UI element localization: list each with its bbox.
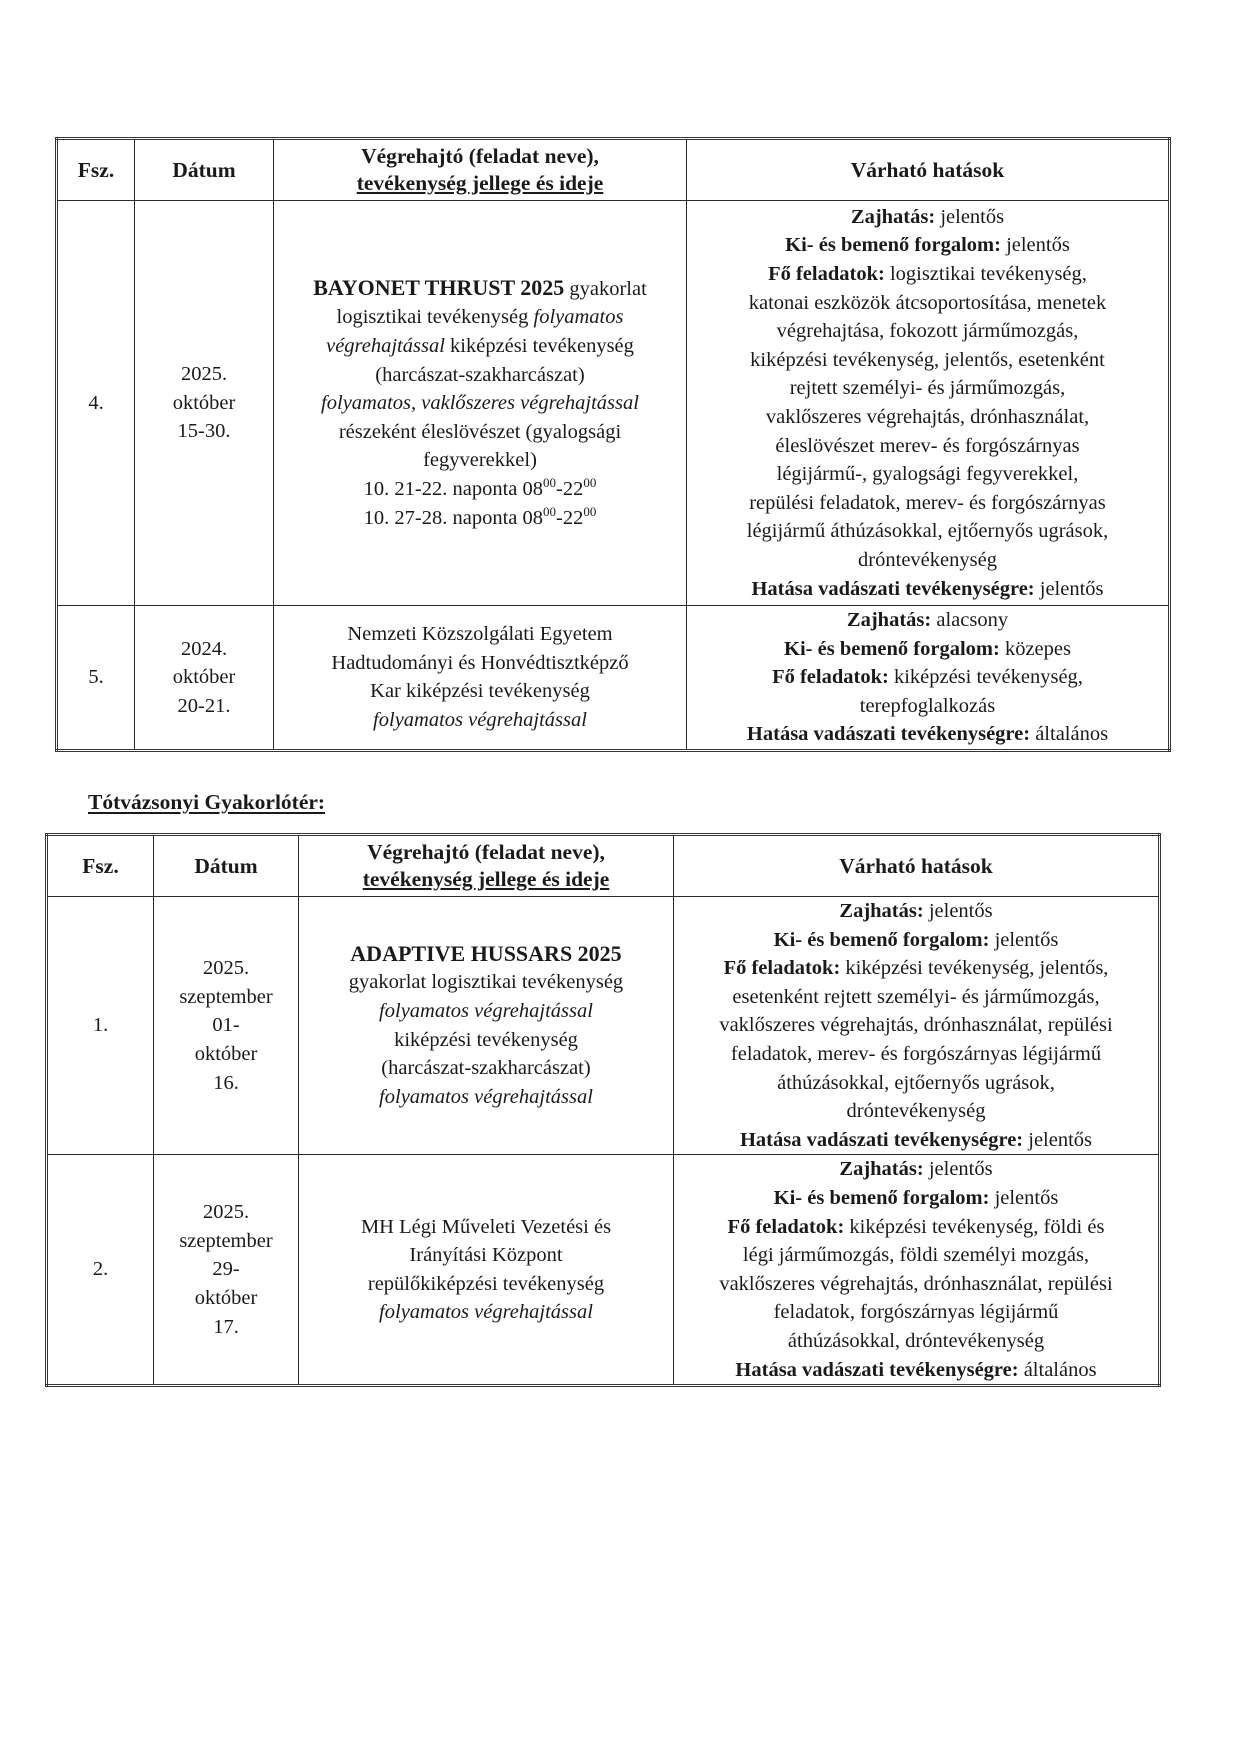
main-tasks-line: légijármű áthúzásokkal, ejtőernyős ugrások, — [746, 520, 1109, 543]
hunting-value: jelentős — [1028, 1128, 1093, 1151]
date-line: október — [172, 391, 236, 414]
traffic-effect — [691, 635, 1164, 664]
header-executor — [274, 139, 687, 201]
header-effects: Várható hatások — [674, 835, 1160, 897]
main-tasks-line: áthúzásokkal, ejtőernyős ugrások, — [777, 1071, 1055, 1094]
schedule-text: -22 — [556, 506, 584, 529]
hunting-effect — [678, 1126, 1154, 1155]
date-line: október — [194, 1287, 258, 1310]
main-tasks-line: kiképzési tevékenység, jelentős, esetenként — [750, 348, 1105, 371]
cell-date — [135, 201, 274, 606]
cell-date — [135, 606, 274, 751]
date-line: 2025. — [180, 363, 228, 386]
schedule-text: 10. 21-22. naponta 08 — [363, 477, 544, 500]
cell-effects — [687, 201, 1170, 606]
date-line: szeptember — [179, 985, 273, 1008]
main-tasks-line: légi járműmozgás, földi személyi mozgás, — [742, 1244, 1090, 1267]
date-line: 15-30. — [177, 420, 231, 443]
schedule-sup: 00 — [583, 474, 597, 490]
executor-line: kiképzési tevékenység — [394, 1028, 578, 1051]
noise-effect — [691, 606, 1164, 635]
noise-value: jelentős — [928, 1158, 993, 1181]
executor-line — [278, 274, 682, 304]
main-tasks-line: dróntevékenység — [846, 1100, 986, 1123]
schedule-line — [278, 504, 682, 533]
hunting-effect — [678, 1356, 1154, 1385]
main-tasks-text: logisztikai tevékenység, — [889, 263, 1087, 286]
executor-italic: végrehajtással — [326, 335, 445, 358]
executor-line: (harcászat-szakharcászat) — [375, 363, 585, 386]
main-tasks-line: esetenként rejtett személyi- és járműmozgás, — [732, 985, 1100, 1008]
noise-value: alacsony — [936, 609, 1009, 631]
header-executor — [299, 835, 674, 897]
schedule-line — [278, 475, 682, 504]
date-line: 16. — [213, 1071, 239, 1094]
noise-label: Zajhatás: — [839, 1158, 924, 1181]
hunting-effect — [691, 575, 1164, 604]
executor-line: fegyverekkel) — [423, 449, 537, 472]
noise-value: jelentős — [940, 205, 1005, 228]
cell-fsz: 2. — [47, 1155, 154, 1386]
executor-text: gyakorlat — [564, 277, 647, 300]
hunting-label: Hatása vadászati tevékenységre: — [739, 1128, 1024, 1151]
executor-line: Irányítási Központ — [409, 1244, 563, 1267]
main-tasks-line: feladatok, merev- és forgószárnyas légijármű — [730, 1042, 1102, 1065]
main-tasks-text: kiképzési tevékenység, jelentős, — [845, 957, 1109, 980]
main-tasks-line: éleslövészet merev- és forgószárnyas — [775, 434, 1080, 457]
executor-line: részeként éleslövészet (gyalogsági — [338, 420, 622, 443]
traffic-label: Ki- és bemenő forgalom: — [784, 637, 1000, 660]
exercise-name: BAYONET THRUST 2025 — [313, 274, 565, 300]
main-tasks-line: áthúzásokkal, dróntevékenység — [787, 1329, 1045, 1352]
traffic-effect — [678, 926, 1154, 955]
hunting-value: jelentős — [1039, 577, 1104, 600]
main-tasks-line: repülési feladatok, merev- és forgószárnyas — [749, 491, 1106, 514]
date-line: 01- — [212, 1014, 240, 1037]
executor-line: Kar kiképzési tevékenység — [370, 680, 590, 703]
executor-text: kiképzési tevékenység — [444, 335, 634, 358]
noise-effect — [691, 203, 1164, 232]
main-tasks-text: kiképzési tevékenység, földi és — [849, 1215, 1105, 1238]
schedule-sup: 00 — [583, 503, 597, 519]
main-tasks-line: feladatok, forgószárnyas légijármű — [773, 1301, 1059, 1324]
exercise-name: ADAPTIVE HUSSARS 2025 — [350, 940, 622, 966]
cell-effects — [687, 606, 1170, 751]
cell-effects — [674, 897, 1160, 1155]
noise-label: Zajhatás: — [846, 609, 932, 631]
cell-executor — [274, 201, 687, 606]
executor-line — [278, 332, 682, 361]
date-line: 2025. — [202, 1201, 250, 1224]
table-row — [57, 201, 1170, 606]
traffic-label: Ki- és bemenő forgalom: — [773, 1186, 990, 1209]
header-executor-line2: tevékenység jellege és ideje — [356, 171, 604, 195]
header-fsz: Fsz. — [47, 835, 154, 897]
schedule-sup: 00 — [543, 503, 557, 519]
hunting-label: Hatása vadászati tevékenységre: — [746, 723, 1031, 746]
cell-date — [154, 897, 299, 1155]
traffic-value: jelentős — [994, 1186, 1059, 1209]
schedule-text: 10. 27-28. naponta 08 — [363, 506, 544, 529]
main-tasks-line — [678, 954, 1154, 983]
main-tasks-line: rejtett személyi- és járműmozgás, — [789, 377, 1066, 400]
cell-date — [154, 1155, 299, 1386]
table-row — [47, 1155, 1160, 1386]
date-line: 17. — [213, 1315, 239, 1338]
main-tasks-line: katonai eszközök átcsoportosítása, menetek — [748, 291, 1107, 314]
executor-italic: folyamatos — [533, 306, 624, 329]
main-tasks-line: terepfoglalkozás — [859, 694, 996, 717]
traffic-effect — [678, 1184, 1154, 1213]
executor-italic-line: folyamatos végrehajtással — [379, 1301, 593, 1324]
noise-effect — [678, 1155, 1154, 1184]
main-tasks-line: dróntevékenység — [858, 548, 997, 571]
noise-effect — [678, 897, 1154, 926]
cell-executor — [299, 1155, 674, 1386]
table-header-row — [47, 835, 1160, 897]
main-tasks-label: Fő feladatok: — [727, 1215, 845, 1238]
table-header-row — [57, 139, 1170, 201]
hunting-label: Hatása vadászati tevékenységre: — [735, 1358, 1019, 1381]
date-line: 29- — [212, 1258, 240, 1281]
table-row — [47, 897, 1160, 1155]
schedule-text: -22 — [556, 477, 584, 500]
main-tasks-line: vaklőszeres végrehajtás, drónhasználat, — [765, 406, 1090, 428]
executor-italic-line: folyamatos végrehajtással — [379, 1085, 593, 1108]
table-row — [57, 606, 1170, 751]
header-effects: Várható hatások — [687, 139, 1170, 201]
noise-label: Zajhatás: — [850, 205, 936, 228]
cell-fsz: 1. — [47, 897, 154, 1155]
hunting-effect — [691, 720, 1164, 749]
main-tasks-line: vaklőszeres végrehajtás, drónhasználat, repülési — [719, 1272, 1113, 1295]
main-tasks-line: légijármű-, gyalogsági fegyverekkel, — [776, 463, 1079, 486]
header-date: Dátum — [135, 139, 274, 201]
traffic-value: közepes — [1004, 637, 1071, 660]
traffic-value: jelentős — [994, 928, 1059, 951]
executor-italic-line: folyamatos, vaklőszeres végrehajtással — [321, 392, 639, 415]
header-executor-line1: Végrehajtó (feladat neve), — [367, 840, 605, 864]
schedule-sup: 00 — [543, 474, 557, 490]
schedule-table-1 — [55, 137, 1171, 752]
executor-italic-line: folyamatos végrehajtással — [379, 1000, 593, 1023]
header-fsz: Fsz. — [57, 139, 135, 201]
traffic-effect — [691, 231, 1164, 260]
main-tasks-text: kiképzési tevékenység, — [893, 666, 1083, 689]
cell-fsz: 5. — [57, 606, 135, 751]
executor-line: Hadtudományi és Honvédtisztképző — [331, 651, 629, 674]
cell-executor — [274, 606, 687, 751]
main-tasks-label: Fő feladatok: — [772, 666, 889, 689]
main-tasks-line: vaklőszeres végrehajtás, drónhasználat, repülési — [719, 1014, 1113, 1037]
date-line: 2024. — [180, 637, 228, 660]
executor-line — [278, 303, 682, 332]
date-line: 2025. — [202, 957, 250, 980]
executor-text: logisztikai tevékenység — [336, 306, 534, 329]
executor-line: gyakorlat logisztikai tevékenység — [348, 971, 624, 994]
executor-italic-line: folyamatos végrehajtással — [373, 709, 587, 732]
section-title: Tótvázsonyi Gyakorlótér: — [88, 790, 326, 814]
hunting-label: Hatása vadászati tevékenységre: — [751, 577, 1035, 600]
executor-line: (harcászat-szakharcászat) — [381, 1057, 591, 1080]
header-date: Dátum — [154, 835, 299, 897]
header-executor-line1: Végrehajtó (feladat neve), — [361, 144, 599, 168]
cell-fsz: 4. — [57, 201, 135, 606]
noise-value: jelentős — [928, 900, 993, 922]
hunting-value: általános — [1035, 723, 1109, 746]
main-tasks-line — [691, 663, 1164, 692]
main-tasks-label: Fő feladatok: — [723, 957, 841, 980]
executor-line: Nemzeti Közszolgálati Egyetem — [347, 623, 613, 646]
date-line: 20-21. — [177, 694, 231, 717]
executor-line: MH Légi Műveleti Vezetési és — [360, 1215, 612, 1238]
main-tasks-line — [691, 260, 1164, 289]
hunting-value: általános — [1023, 1358, 1097, 1381]
date-line: október — [194, 1042, 258, 1065]
traffic-value: jelentős — [1006, 234, 1070, 257]
date-line: október — [172, 666, 236, 689]
noise-label: Zajhatás: — [839, 900, 924, 922]
main-tasks-line: végrehajtása, fokozott járműmozgás, — [776, 320, 1079, 343]
main-tasks-label: Fő feladatok: — [768, 263, 885, 286]
header-executor-line2: tevékenység jellege és ideje — [362, 867, 610, 891]
executor-line: repülőkiképzési tevékenység — [367, 1272, 605, 1295]
date-line: szeptember — [179, 1229, 273, 1252]
traffic-label: Ki- és bemenő forgalom: — [785, 234, 1001, 257]
schedule-table-2 — [45, 833, 1161, 1387]
traffic-label: Ki- és bemenő forgalom: — [773, 928, 990, 951]
cell-executor — [299, 897, 674, 1155]
cell-effects — [674, 1155, 1160, 1386]
main-tasks-line — [678, 1213, 1154, 1242]
